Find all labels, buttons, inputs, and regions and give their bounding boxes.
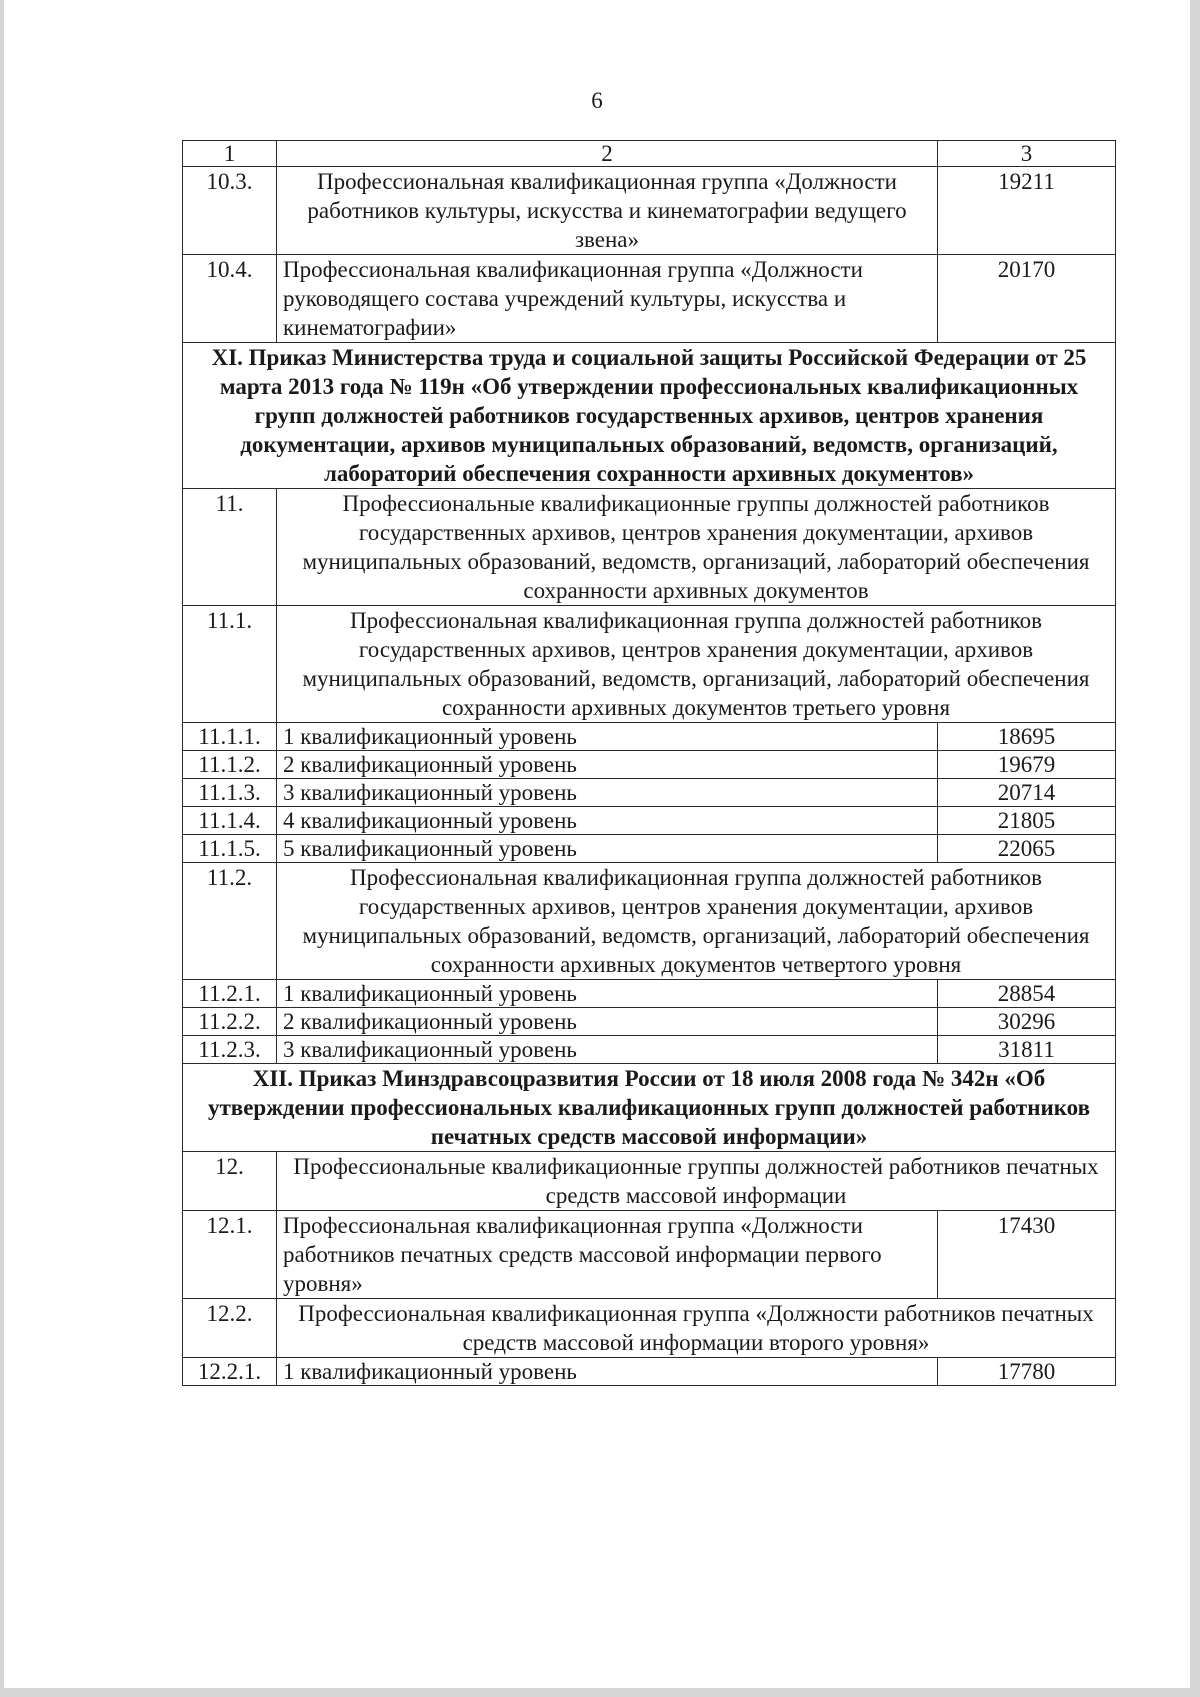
- row-number: 12.2.1.: [183, 1358, 277, 1386]
- section-heading-row: [183, 343, 1116, 489]
- section-heading: XII. Приказ Минздравсоцразвития России от 18 июля 2008 года № 342н «Об утверждении профессиональных квалификационных групп должностей работников печатных средств массовой информации»: [183, 1064, 1116, 1152]
- row-value: 31811: [938, 1036, 1116, 1064]
- row-description: Профессиональная квалификационная группа «Должности работников печатных средств массовой информации второго уровня»: [277, 1299, 1116, 1358]
- column-header-1: 1: [183, 141, 277, 167]
- table-row: [183, 489, 1116, 606]
- row-description: 2 квалификационный уровень: [277, 751, 938, 779]
- row-number: 11.1.1.: [183, 723, 277, 751]
- row-description: 1 квалификационный уровень: [277, 723, 938, 751]
- row-value: 22065: [938, 835, 1116, 863]
- row-value: 17780: [938, 1358, 1116, 1386]
- row-number: 11.2.1.: [183, 980, 277, 1008]
- row-description: 1 квалификационный уровень: [277, 980, 938, 1008]
- row-description: 3 квалификационный уровень: [277, 779, 938, 807]
- table-row: [183, 1008, 1116, 1036]
- table-row: [183, 1211, 1116, 1299]
- row-number: 12.: [183, 1152, 277, 1211]
- section-heading: XI. Приказ Министерства труда и социальной защиты Российской Федерации от 25 марта 2013 года № 119н «Об утверждении профессиональных квалификационных групп должностей работников государственных архивов, центров хранения документации, архивов муниципальных образований, ведомств, организаций, лабораторий обеспечения сохранности архивных документов»: [183, 343, 1116, 489]
- row-value: 21805: [938, 807, 1116, 835]
- row-description: Профессиональная квалификационная группа должностей работников государственных архивов, центров хранения документации, архивов муниципальных образований, ведомств, организаций, лабораторий обеспечения сохранности архивных документов четвертого уровня: [277, 863, 1116, 980]
- row-number: 10.3.: [183, 167, 277, 255]
- row-description: 4 квалификационный уровень: [277, 807, 938, 835]
- table-row: [183, 1358, 1116, 1386]
- row-value: 28854: [938, 980, 1116, 1008]
- table-row: [183, 779, 1116, 807]
- row-value: 17430: [938, 1211, 1116, 1299]
- row-value: 30296: [938, 1008, 1116, 1036]
- column-header-2: 2: [277, 141, 938, 167]
- row-description: Профессиональные квалификационные группы должностей работников печатных средств массовой информации: [277, 1152, 1116, 1211]
- row-number: 11.2.3.: [183, 1036, 277, 1064]
- row-number: 12.2.: [183, 1299, 277, 1358]
- row-description: 5 квалификационный уровень: [277, 835, 938, 863]
- row-value: 19679: [938, 751, 1116, 779]
- row-number: 10.4.: [183, 255, 277, 343]
- row-description: Профессиональная квалификационная группа «Должности работников печатных средств массовой информации первого уровня»: [277, 1211, 938, 1299]
- row-number: 12.1.: [183, 1211, 277, 1299]
- row-number: 11.2.2.: [183, 1008, 277, 1036]
- document-page: [4, 0, 1190, 1688]
- row-number: 11.: [183, 489, 277, 606]
- table-row: [183, 1152, 1116, 1211]
- row-value: 19211: [938, 167, 1116, 255]
- row-number: 11.1.3.: [183, 779, 277, 807]
- row-number: 11.1.: [183, 606, 277, 723]
- row-description: 1 квалификационный уровень: [277, 1358, 938, 1386]
- table-row: [183, 167, 1116, 255]
- salary-table: [182, 140, 1116, 1386]
- table-row: [183, 863, 1116, 980]
- column-header-3: 3: [938, 141, 1116, 167]
- row-description: Профессиональная квалификационная группа «Должности работников культуры, искусства и кинематографии ведущего звена»: [277, 167, 938, 255]
- table-row: [183, 1299, 1116, 1358]
- row-description: Профессиональная квалификационная группа должностей работников государственных архивов, центров хранения документации, архивов муниципальных образований, ведомств, организаций, лабораторий обеспечения сохранности архивных документов третьего уровня: [277, 606, 1116, 723]
- row-value: 20714: [938, 779, 1116, 807]
- table-row: [183, 807, 1116, 835]
- table-header-row: [183, 141, 1116, 167]
- table-row: [183, 751, 1116, 779]
- table-row: [183, 255, 1116, 343]
- row-description: Профессиональная квалификационная группа «Должности руководящего состава учреждений культуры, искусства и кинематографии»: [277, 255, 938, 343]
- table-row: [183, 606, 1116, 723]
- table-row: [183, 835, 1116, 863]
- row-description: Профессиональные квалификационные группы должностей работников государственных архивов, центров хранения документации, архивов муниципальных образований, ведомств, организаций, лабораторий обеспечения сохранности архивных документов: [277, 489, 1116, 606]
- row-value: 20170: [938, 255, 1116, 343]
- row-number: 11.1.4.: [183, 807, 277, 835]
- row-number: 11.1.5.: [183, 835, 277, 863]
- row-value: 18695: [938, 723, 1116, 751]
- row-number: 11.2.: [183, 863, 277, 980]
- section-heading-row: [183, 1064, 1116, 1152]
- row-number: 11.1.2.: [183, 751, 277, 779]
- table-row: [183, 723, 1116, 751]
- table-row: [183, 1036, 1116, 1064]
- table-row: [183, 980, 1116, 1008]
- row-description: 2 квалификационный уровень: [277, 1008, 938, 1036]
- row-description: 3 квалификационный уровень: [277, 1036, 938, 1064]
- page-number: 6: [591, 88, 603, 113]
